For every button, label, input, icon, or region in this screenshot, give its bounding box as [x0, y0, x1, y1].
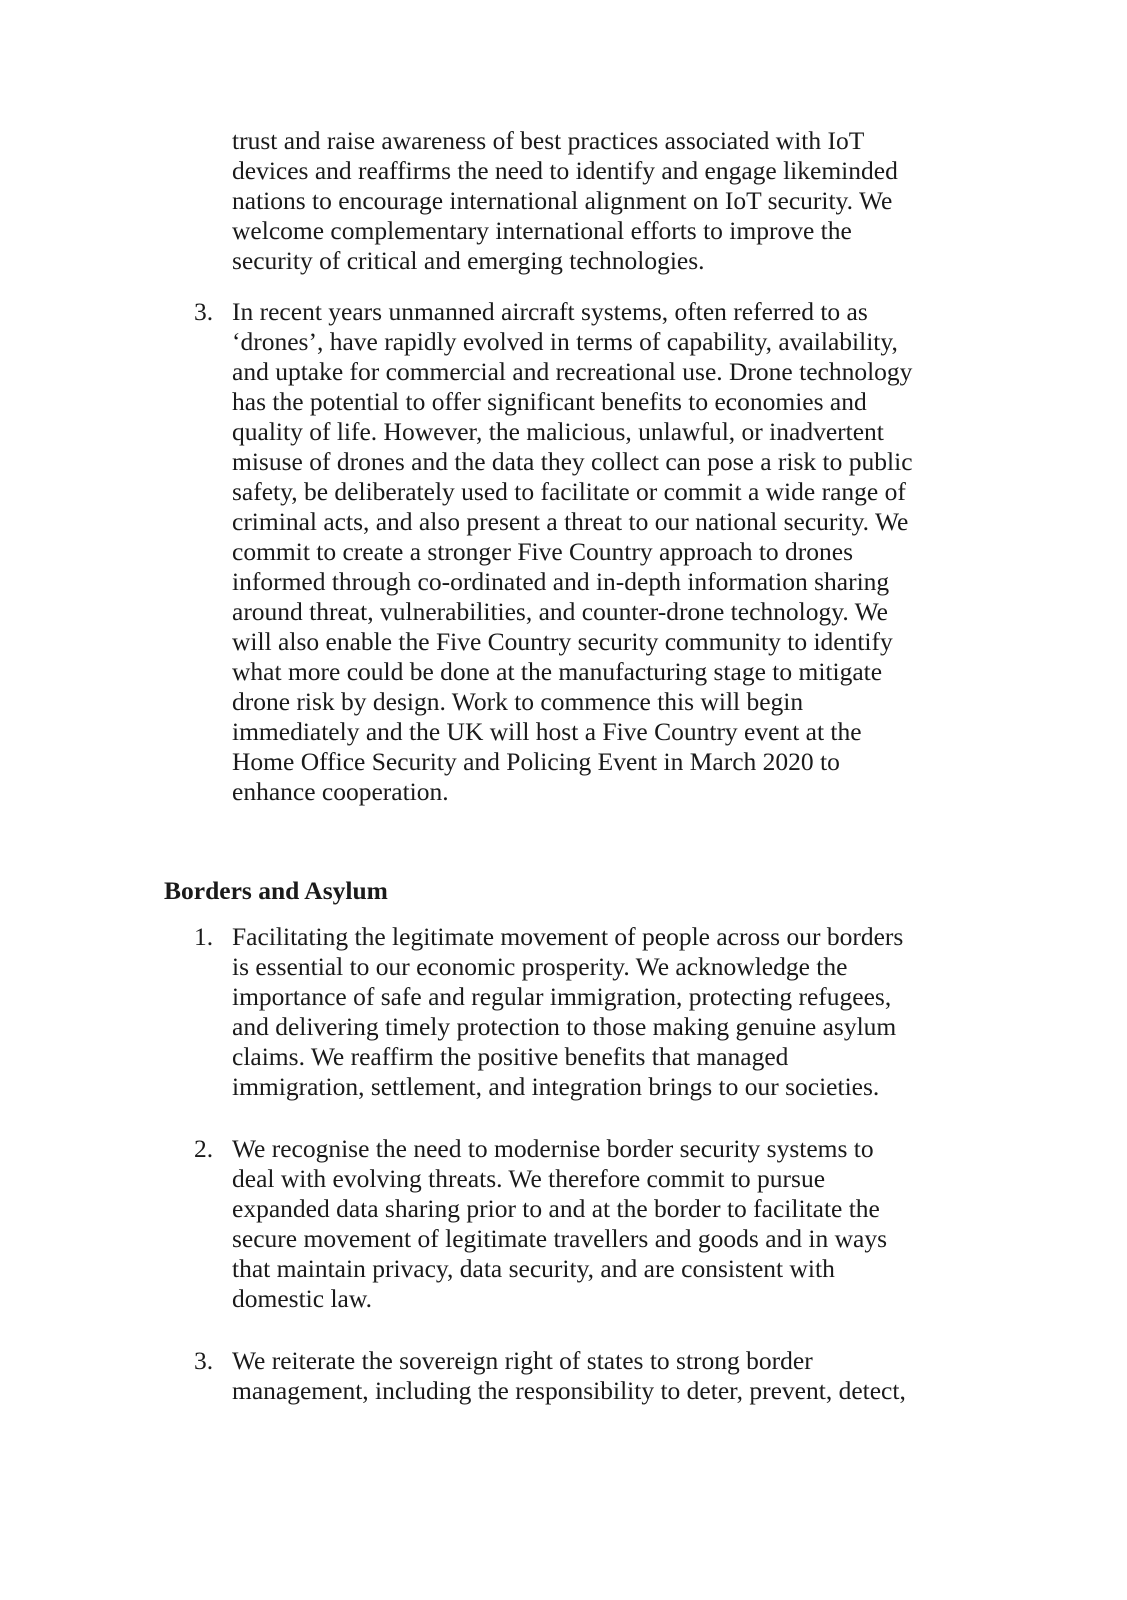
text-line: misuse of drones and the data they collect can pose a risk to public	[232, 447, 913, 476]
text-line: commit to create a stronger Five Country approach to drones	[232, 537, 854, 566]
text-line: security of critical and emerging technologies.	[232, 246, 705, 275]
text-line: criminal acts, and also present a threat to our national security. We	[232, 507, 909, 536]
list-item-number: 2.	[194, 1134, 214, 1163]
text-line: is essential to our economic prosperity. We acknowledge the	[232, 952, 848, 981]
text-line: around threat, vulnerabilities, and counter-drone technology. We	[232, 597, 888, 626]
text-line: will also enable the Five Country security community to identify	[232, 627, 893, 656]
text-line: We reiterate the sovereign right of states to strong border	[232, 1346, 813, 1375]
list-item-number: 3.	[194, 1346, 214, 1375]
text-line: management, including the responsibility to deter, prevent, detect,	[232, 1376, 906, 1405]
text-line: secure movement of legitimate travellers and goods and in ways	[232, 1224, 888, 1253]
text-line: enhance cooperation.	[232, 777, 449, 806]
text-line: devices and reaffirms the need to identify and engage likeminded	[232, 156, 898, 185]
text-line: welcome complementary international efforts to improve the	[232, 216, 852, 245]
text-line: informed through co-ordinated and in-depth information sharing	[232, 567, 890, 596]
text-line: and delivering timely protection to those making genuine asylum	[232, 1012, 897, 1041]
text-line: In recent years unmanned aircraft systems, often referred to as	[232, 297, 868, 326]
list-item-number: 3.	[194, 297, 214, 326]
text-line: safety, be deliberately used to facilitate or commit a wide range of	[232, 477, 906, 506]
text-line: that maintain privacy, data security, and are consistent with	[232, 1254, 835, 1283]
text-line: expanded data sharing prior to and at the border to facilitate the	[232, 1194, 880, 1223]
text-line: Home Office Security and Policing Event in March 2020 to	[232, 747, 840, 776]
text-line: has the potential to offer significant benefits to economies and	[232, 387, 867, 416]
text-line: trust and raise awareness of best practices associated with IoT	[232, 126, 865, 155]
text-line: ‘drones’, have rapidly evolved in terms of capability, availability,	[232, 327, 898, 356]
text-line: We recognise the need to modernise border security systems to	[232, 1134, 874, 1163]
text-line: immigration, settlement, and integration brings to our societies.	[232, 1072, 880, 1101]
text-line: and uptake for commercial and recreational use. Drone technology	[232, 357, 913, 386]
section-heading: Borders and Asylum	[164, 876, 388, 905]
text-line: Facilitating the legitimate movement of people across our borders	[232, 922, 904, 951]
text-line: importance of safe and regular immigration, protecting refugees,	[232, 982, 892, 1011]
text-line: quality of life. However, the malicious, unlawful, or inadvertent	[232, 417, 884, 446]
text-line: immediately and the UK will host a Five Country event at the	[232, 717, 862, 746]
text-line: nations to encourage international alignment on IoT security. We	[232, 186, 893, 215]
text-line: domestic law.	[232, 1284, 372, 1313]
text-line: drone risk by design. Work to commence this will begin	[232, 687, 804, 716]
text-line: claims. We reaffirm the positive benefits that managed	[232, 1042, 789, 1071]
text-line: what more could be done at the manufacturing stage to mitigate	[232, 657, 883, 686]
list-item-number: 1.	[194, 922, 214, 951]
text-line: deal with evolving threats. We therefore commit to pursue	[232, 1164, 826, 1193]
